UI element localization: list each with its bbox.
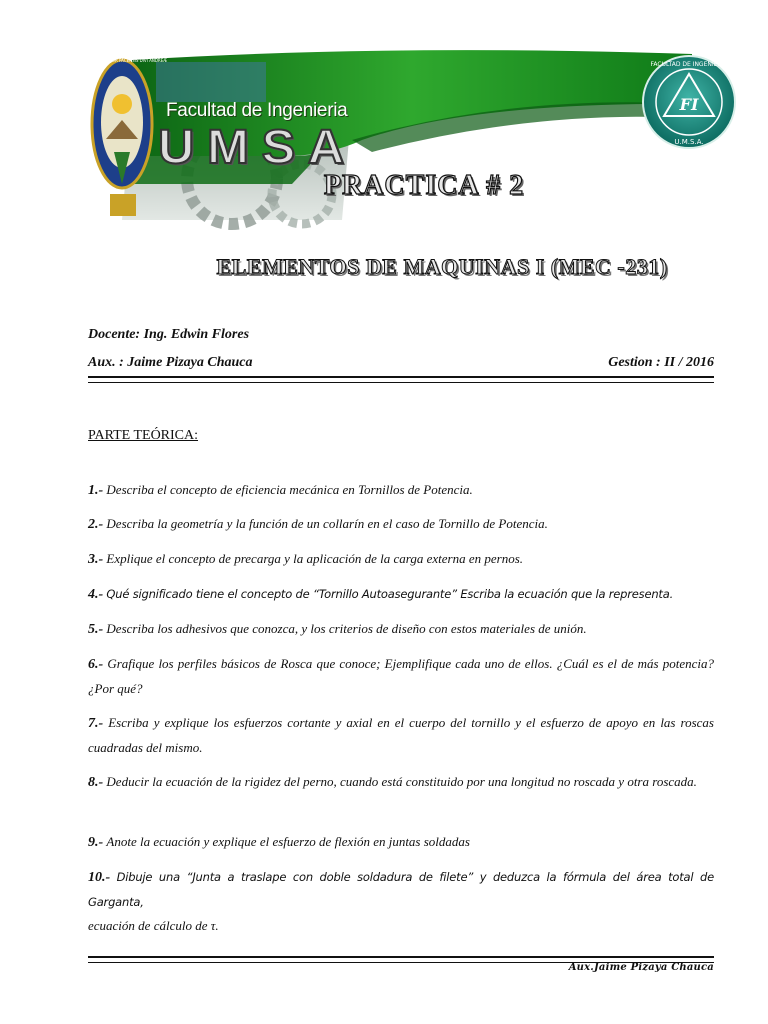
umsa-logo-text: UMSA [158, 121, 357, 174]
aux-name: Aux. : Jaime Pizaya Chauca [88, 355, 253, 370]
badge-top-text: FACULTAD DE INGENIERIA [650, 61, 728, 68]
question-8 [88, 770, 714, 795]
docente-line: Docente: Ing. Edwin Flores [88, 327, 250, 342]
question-text: Describa la geometría y la función de un collarín en el caso de Tornillo de Potencia. [106, 516, 548, 531]
question-text: Deducir la ecuación de la rigidez del perno, cuando está constituido por una longitud no roscada y otra roscada. [106, 774, 697, 789]
question-text: Grafique los perfiles básicos de Rosca que conoce; Ejemplifique cada uno de ellos. ¿Cuál es el de más potencia? ¿Por qué? [88, 656, 715, 696]
badge-bottom-text: U.M.S.A. [674, 138, 704, 146]
practica-title: PRACTICA # 2 [323, 170, 525, 201]
question-7 [88, 711, 714, 760]
question-text-continued: ecuación de cálculo de τ. [88, 918, 219, 933]
question-6 [88, 652, 714, 701]
question-number: 4.- [88, 587, 104, 602]
question-text: Dibuje una “Junta a traslape con doble soldadura de filete” y deduzca la fórmula del área total de Garganta, [88, 870, 714, 909]
question-text: Explique el concepto de precarga y la aplicación de la carga externa en pernos. [106, 551, 524, 566]
aux-line [88, 355, 714, 371]
question-2 [88, 512, 714, 537]
question-number: 5.- [88, 622, 104, 637]
question-text: Anote la ecuación y explique el esfuerzo de flexión en juntas soldadas [106, 834, 470, 849]
question-number: 6.- [88, 657, 104, 672]
badge-letters: FI [679, 95, 699, 114]
header-divider [88, 376, 714, 383]
section-title: PARTE TEÓRICA: [88, 428, 199, 443]
question-text: Qué significado tiene el concepto de “Tornillo Autoasegurante” Escriba la ecuación que la representa. [106, 587, 674, 601]
question-number: 7.- [88, 716, 104, 731]
question-number: 1.- [88, 483, 104, 498]
footer-signature: Aux.Jaime Pizaya Chauca [568, 962, 714, 973]
subject-title: ELEMENTOS DE MAQUINAS I (MEC -231) [216, 254, 668, 279]
question-3 [88, 547, 714, 572]
question-1 [88, 478, 714, 503]
question-text: Escriba y explique los esfuerzos cortante y axial en el cuerpo del tornillo y el esfuerzo de apoyo en las roscas cuadradas del mismo. [88, 715, 714, 755]
question-number: 3.- [88, 552, 104, 567]
gestion: Gestion : II / 2016 [608, 355, 714, 370]
question-number: 8.- [88, 775, 104, 790]
seal-text: UNIVERSITAS MAJOR PACENSIS DIVI ANDREÆ [76, 58, 168, 63]
faculty-name: Facultad de Ingenieria [166, 100, 348, 121]
question-number: 10.- [88, 870, 111, 885]
question-5 [88, 617, 714, 642]
question-text: Describa los adhesivos que conozca, y los criterios de diseño con estos materiales de unión. [106, 621, 587, 636]
question-text: Describa el concepto de eficiencia mecánica en Tornillos de Potencia. [106, 482, 473, 497]
question-number: 9.- [88, 835, 104, 850]
question-number: 2.- [88, 517, 104, 532]
question-9 [88, 830, 714, 855]
question-4 [88, 582, 714, 607]
question-10 [88, 865, 714, 938]
